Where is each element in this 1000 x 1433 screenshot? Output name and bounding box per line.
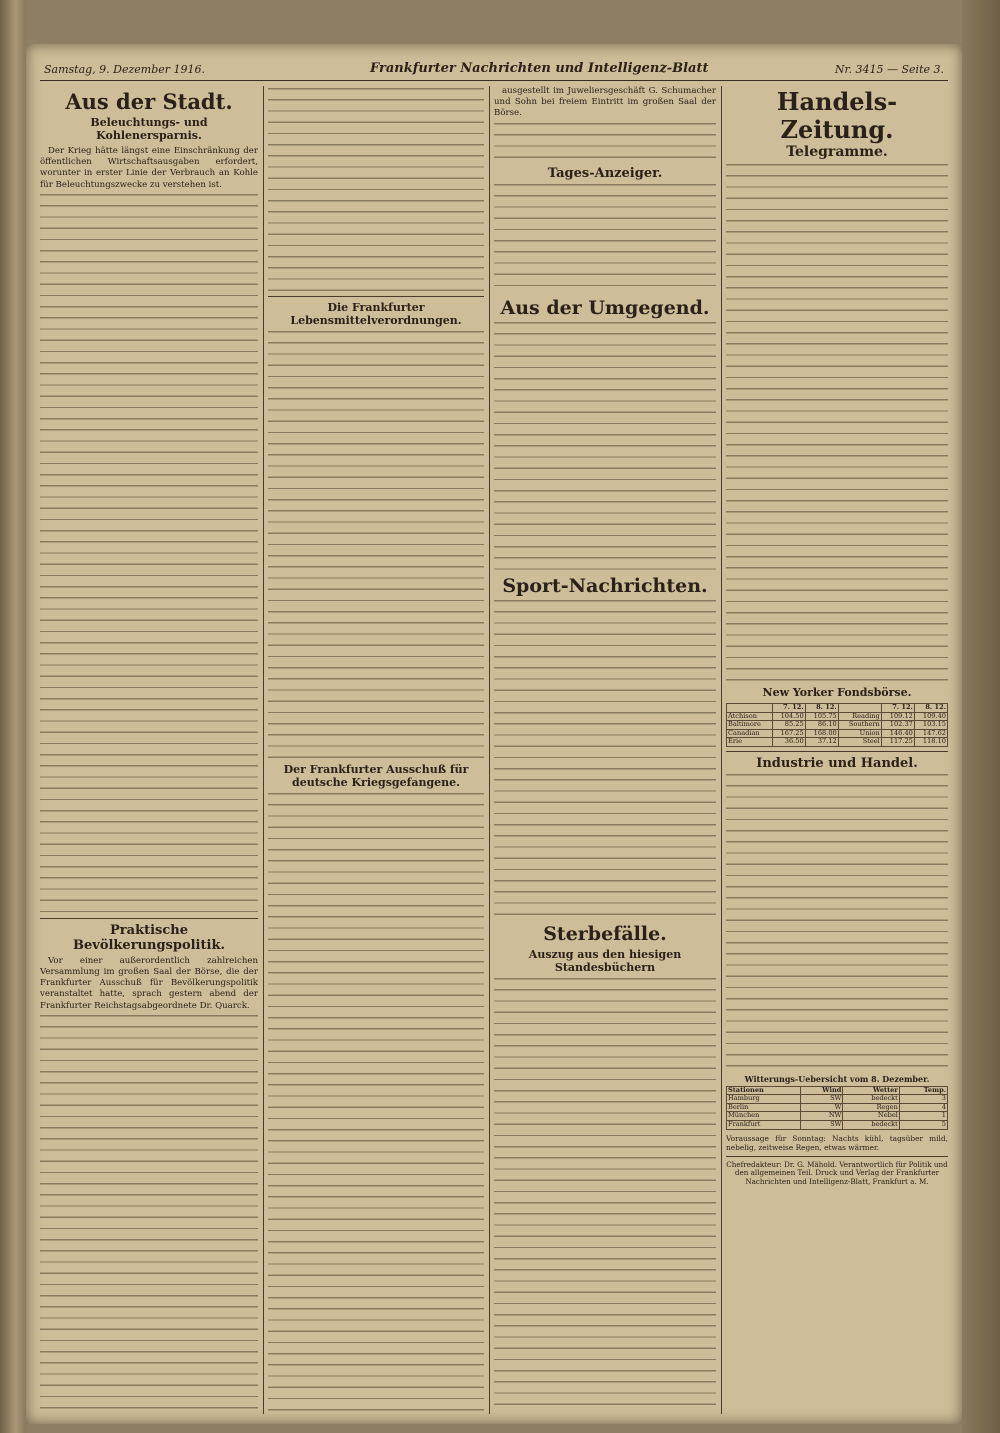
section-title-industrie: Industrie und Handel. [756,755,918,771]
table-header-cell: Stationen [727,1086,801,1095]
sterbefaelle-list [494,978,716,1414]
table-row [727,738,948,747]
table-row [727,1120,948,1129]
table-cell: Canadian [727,729,773,738]
divider [268,296,484,297]
article-body-text [268,331,484,761]
article-body-text [40,1015,258,1414]
table-cell: Regen [843,1103,899,1112]
table-cell: 146.40 [881,729,914,738]
imprint: Chefredakteur: Dr. G. Mähold. Verantwortlich für Politik und den allgemeinen Teil. Druck und Verlag der Frankfurter Nachrichten und Intelligenz-Blatt, Frankfurt a. M. [726,1159,948,1186]
divider [40,918,258,919]
table-cell: 102.37 [881,721,914,730]
section-title-stadt: Aus der Stadt. [65,89,233,114]
column-1 [40,86,258,1414]
article-body-text [40,194,258,914]
table-header-cell: Wetter [843,1086,899,1095]
weather-forecast: Voraussage für Sonntag: Nachts kühl, tagsüber mild, nebelig, zeitweise Regen, etwas wärmer. [726,1133,948,1152]
table-cell: 168.00 [805,729,838,738]
article-title-lebensmittel: Die Frankfurter Lebensmittelverordnungen. [290,301,462,327]
table-cell: 37.12 [805,738,838,747]
table-cell: 118.10 [914,738,947,747]
table-cell: bedeckt [843,1120,899,1129]
table-cell: Baltimore [727,721,773,730]
masthead-page-ref: Nr. 3415 — Seite 3. [834,63,944,76]
table-cell: 85.25 [772,721,805,730]
weather-title: Witterungs-Uebersicht vom 8. Dezember. [744,1073,930,1084]
table-cell: Nebel [843,1112,899,1121]
table-cell: 86.10 [805,721,838,730]
table-cell: 147.62 [914,729,947,738]
column-rule [263,86,264,1414]
table-cell: W [801,1103,843,1112]
table-cell: bedeckt [843,1095,899,1104]
column-rule [489,86,490,1414]
article-title-beleuchtung: Beleuchtungs- und Kohlenersparnis. [90,116,208,142]
table-cell: Union [838,729,881,738]
table-row [727,1095,948,1104]
masthead [40,58,948,81]
table-cell: Steel [838,738,881,747]
table-cell: SW [801,1095,843,1104]
article-body-text [268,793,484,1414]
article-title-bevoelkerung: Praktische Bevölkerungspolitik. [73,922,225,953]
section-title-tagesanzeiger: Tages-Anzeiger. [547,165,663,181]
section-title-umgegend: Aus der Umgegend. [500,296,710,319]
table-header-cell: 8. 12. [805,704,838,713]
sterbefaelle-subtitle: Auszug aus den hiesigen Standesbüchern [528,947,682,974]
next-page-edge [962,0,1000,1433]
table-cell: 109.12 [881,712,914,721]
table-header-cell: 7. 12. [881,704,914,713]
section-title-sterbefaelle: Sterbefälle. [543,922,667,945]
table-header-cell: Wind [801,1086,843,1095]
table-cell: Frankfurt [727,1120,801,1129]
table-cell: Erie [727,738,773,747]
table-header-cell: 7. 12. [772,704,805,713]
table-header-cell: Temp. [899,1086,947,1095]
section-title-sport: Sport-Nachrichten. [502,574,708,597]
table-cell: 167.25 [772,729,805,738]
section-title-handels-zeitung: Handels-Zeitung. [776,87,898,144]
table-row [727,729,948,738]
umgegend-text [494,322,716,572]
previous-page-edge [0,0,26,1433]
masthead-paper-name: Frankfurter Nachrichten und Intelligenz-Blatt [370,61,709,76]
table-cell: Atchison [727,712,773,721]
table-cell: 1 [899,1112,947,1121]
table-header-cell: 8. 12. [914,704,947,713]
newspaper-page [26,44,962,1424]
weather-box [726,1073,948,1152]
table-cell: NW [801,1112,843,1121]
table-cell: SW [801,1120,843,1129]
table-cell: Southern [838,721,881,730]
table-cell: 36.50 [772,738,805,747]
table-header-cell [727,704,773,713]
column-4 [726,86,948,1414]
section-subtitle-telegramme: Telegramme. [786,144,888,160]
column-3 [494,86,716,1414]
table-cell: München [727,1112,801,1121]
table-row [727,704,948,713]
table-row [727,721,948,730]
sport-text [494,600,716,920]
article-body-text [268,88,484,292]
table-cell: Reading [838,712,881,721]
divider [726,1156,948,1157]
table-cell: 109.40 [914,712,947,721]
table-cell: Berlin [727,1103,801,1112]
notice-body-text [494,123,716,163]
masthead-date: Samstag, 9. Dezember 1916. [44,63,206,76]
article-title-kriegsgefangene: Der Frankfurter Ausschuß für deutsche Kriegsgefangene. [283,763,469,789]
quotes-title: New Yorker Fondsbörse. [762,686,912,699]
divider [726,751,948,752]
telegramme-text [726,164,948,684]
tagesanzeiger-text [494,184,716,294]
quotes-table [726,703,948,747]
table-cell: 105.75 [805,712,838,721]
table-cell: 103.15 [914,721,947,730]
table-cell: Hamburg [727,1095,801,1104]
column-2 [268,86,484,1414]
notice-text: ausgestellt im Juweliersgeschäft G. Schumacher und Sohn bei freiem Eintritt im großen Saal der Börse. [494,86,716,119]
table-cell: 104.50 [772,712,805,721]
article-intro: Der Krieg hätte längst eine Einschränkung der öffentlichen Wirtschaftsausgaben erfordert, worunter in erster Linie der Verbrauch an Kohle für Beleuchtungszwecke zu verstehen ist. [40,146,258,190]
column-rule [721,86,722,1414]
table-cell: 3 [899,1095,947,1104]
table-header-cell [838,704,881,713]
weather-table [726,1086,948,1130]
table-cell: 4 [899,1103,947,1112]
table-cell: 117.25 [881,738,914,747]
table-cell: 5 [899,1120,947,1129]
article-intro: Vor einer außerordentlich zahlreichen Versammlung im großen Saal der Börse, die der Frankfurter Ausschuß für Bevölkerungspolitik veranstaltet hatte, sprach gestern abend der Frankfurter Reichstagsabgeordnete Dr. Quarck. [40,955,258,1011]
industrie-text [726,774,948,1074]
